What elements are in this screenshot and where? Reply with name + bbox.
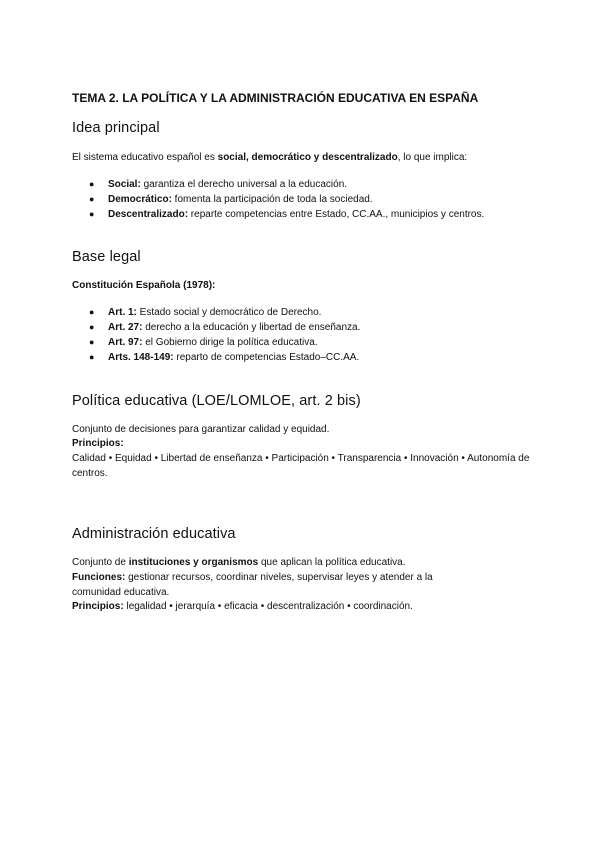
admin-principles bbox=[72, 599, 532, 614]
section-heading-legal: Base legal bbox=[72, 249, 141, 265]
list-item-text: reparte competencias entre Estado, CC.AA., municipios y centros. bbox=[188, 209, 485, 220]
document-title: TEMA 2. LA POLÍTICA Y LA ADMINISTRACIÓN EDUCATIVA EN ESPAÑA bbox=[72, 91, 479, 105]
admin-principles-text: legalidad • jerarquía • eficacia • descentralización • coordinación. bbox=[123, 601, 413, 612]
legal-list bbox=[72, 305, 360, 365]
legal-subheading: Constitución Española (1978): bbox=[72, 280, 216, 291]
bullet-icon: ● bbox=[89, 337, 95, 347]
idea-intro-post: , lo que implica: bbox=[397, 152, 468, 163]
idea-intro-pre: El sistema educativo español es bbox=[72, 152, 218, 163]
list-item-term: Art. 1: bbox=[108, 307, 137, 318]
list-item-term: Descentralizado: bbox=[108, 209, 189, 220]
idea-list bbox=[72, 177, 484, 222]
list-item-text: Estado social y democrático de Derecho. bbox=[136, 307, 322, 318]
list-item-text: fomenta la participación de toda la sociedad. bbox=[171, 194, 373, 205]
section-heading-idea: Idea principal bbox=[72, 120, 160, 136]
list-item-text: derecho a la educación y libertad de enseñanza. bbox=[142, 322, 361, 333]
bullet-icon: ● bbox=[89, 209, 95, 219]
list-item-term: Art. 97: bbox=[108, 337, 143, 348]
bullet-icon: ● bbox=[89, 194, 95, 204]
bullet-icon: ● bbox=[89, 322, 95, 332]
list-item-term: Art. 27: bbox=[108, 322, 143, 333]
admin-intro-post: que aplican la política educativa. bbox=[258, 557, 406, 568]
section-heading-admin: Administración educativa bbox=[72, 526, 236, 542]
list-item bbox=[72, 335, 360, 350]
list-item-term: Social: bbox=[108, 179, 141, 190]
list-item bbox=[72, 177, 484, 192]
admin-intro-pre: Conjunto de bbox=[72, 557, 129, 568]
admin-intro bbox=[72, 555, 532, 570]
bullet-icon: ● bbox=[89, 179, 95, 189]
list-item bbox=[72, 192, 484, 207]
list-item-text: el Gobierno dirige la política educativa. bbox=[142, 337, 318, 348]
list-item bbox=[72, 320, 360, 335]
section-heading-politica: Política educativa (LOE/LOMLOE, art. 2 bis) bbox=[72, 393, 361, 409]
politica-principles-label: Principios: bbox=[72, 438, 124, 449]
list-item-term: Democrático: bbox=[108, 194, 172, 205]
politica-principles-text: Calidad • Equidad • Libertad de enseñanza • Participación • Transparencia • Innovación • Autonomía de centros. bbox=[72, 453, 530, 479]
list-item bbox=[72, 350, 360, 365]
bullet-icon: ● bbox=[89, 307, 95, 317]
idea-intro-bold: social, democrático y descentralizado bbox=[217, 152, 398, 163]
admin-functions bbox=[72, 570, 452, 600]
list-item bbox=[72, 305, 360, 320]
politica-intro: Conjunto de decisiones para garantizar calidad y equidad. bbox=[72, 424, 330, 435]
idea-intro bbox=[72, 150, 532, 165]
list-item bbox=[72, 207, 484, 222]
bullet-icon: ● bbox=[89, 352, 95, 362]
admin-functions-text: gestionar recursos, coordinar niveles, supervisar leyes y atender a la comunidad educativa. bbox=[72, 572, 433, 598]
admin-principles-label: Principios: bbox=[72, 601, 124, 612]
list-item-term: Arts. 148-149: bbox=[108, 352, 174, 363]
list-item-text: garantiza el derecho universal a la educación. bbox=[140, 179, 348, 190]
admin-intro-bold: instituciones y organismos bbox=[128, 557, 259, 568]
list-item-text: reparto de competencias Estado–CC.AA. bbox=[173, 352, 360, 363]
admin-functions-label: Funciones: bbox=[72, 572, 126, 583]
